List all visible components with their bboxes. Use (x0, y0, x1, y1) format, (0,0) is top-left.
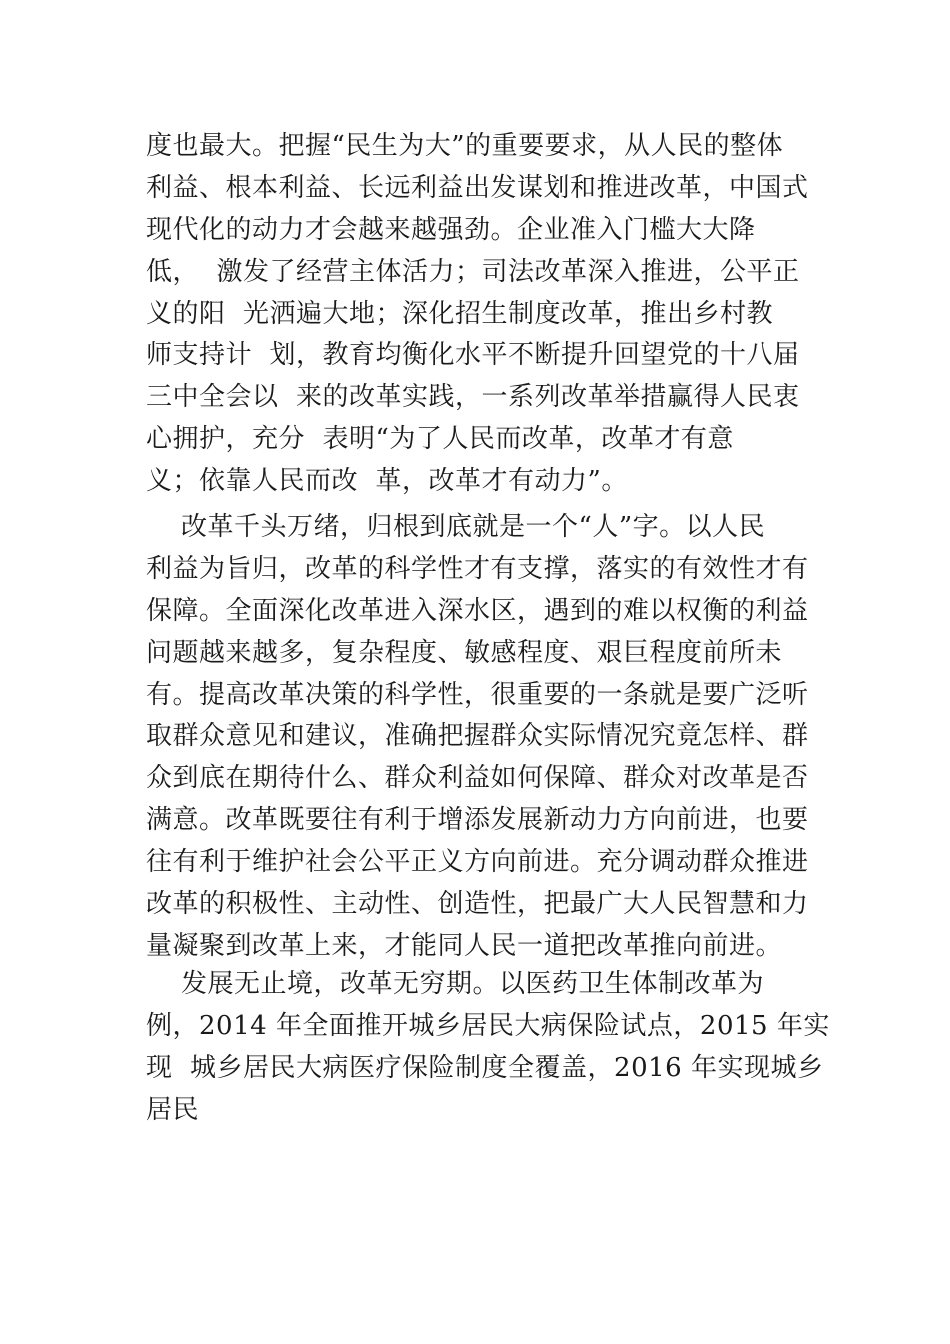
text-line: 满意。改革既要往有利于增添发展新动力方向前进，也要 (146, 805, 809, 836)
text-line: 利益为旨归，改革的科学性才有支撑，落实的有效性才有 (146, 553, 809, 584)
text-line: 有。提高改革决策的科学性，很重要的一条就是要广泛听 (146, 679, 809, 710)
text-line: 改革千头万绪，归根到底就是一个“人”字。以人民 (146, 512, 766, 542)
text-line: 量凝聚到改革上来，才能同人民一道把改革推向前进。 (146, 930, 783, 961)
text-line: 现代化的动力才会越来越强劲。企业准入门槛大大降 (146, 214, 756, 245)
text-line: 改革的积极性、主动性、创造性，把最广大人民智慧和力 (146, 889, 809, 920)
text-line: 义的阳 光洒遍大地；深化招生制度改革，推出乡村教 (146, 298, 774, 329)
text-line: 发展无止境，改革无穷期。以医药卫生体制改革为 (146, 969, 765, 999)
text-line: 取群众意见和建议，准确把握群众实际情况究竟怎样、群 (146, 721, 809, 752)
text-line: 师支持计 划，教育均衡化水平不断提升回望党的十八届 (146, 340, 800, 371)
text-line: 心拥护，充分 表明“为了人民而改革，改革才有意 (146, 424, 734, 455)
text-line: 度也最大。把握“民生为大”的重要要求，从人民的整体 (146, 131, 784, 161)
text-line: 三中全会以 来的改革实践，一系列改革举措赢得人民衷 (146, 382, 800, 413)
text-line: 低， 激发了经营主体活力；司法改革深入推进，公平正 (146, 256, 800, 287)
text-line: 利益、根本利益、长远利益出发谋划和推进改革，中国式 (146, 172, 809, 203)
text-line: 往有利于维护社会公平正义方向前进。充分调动群众推进 (146, 847, 809, 878)
text-line: 众到底在期待什么、群众利益如何保障、群众对改革是否 (146, 763, 809, 794)
paragraph-3 (146, 964, 830, 1132)
text-line: 保障。全面深化改革进入深水区，遇到的难以权衡的利益 (146, 595, 809, 626)
paragraph-1 (146, 126, 816, 503)
text-line: 义；依靠人民而改 革，改革才有动力”。 (146, 466, 628, 497)
text-line: 居民 (146, 1094, 200, 1125)
text-line: 例，2014 年全面推开城乡居民大病保险试点，2015 年实 (146, 1010, 830, 1041)
text-line: 问题越来越多，复杂程度、敏感程度、艰巨程度前所未 (146, 637, 783, 668)
paragraph-2 (146, 507, 816, 968)
text-line: 现 城乡居民大病医疗保险制度全覆盖，2016 年实现城乡 (146, 1052, 824, 1083)
